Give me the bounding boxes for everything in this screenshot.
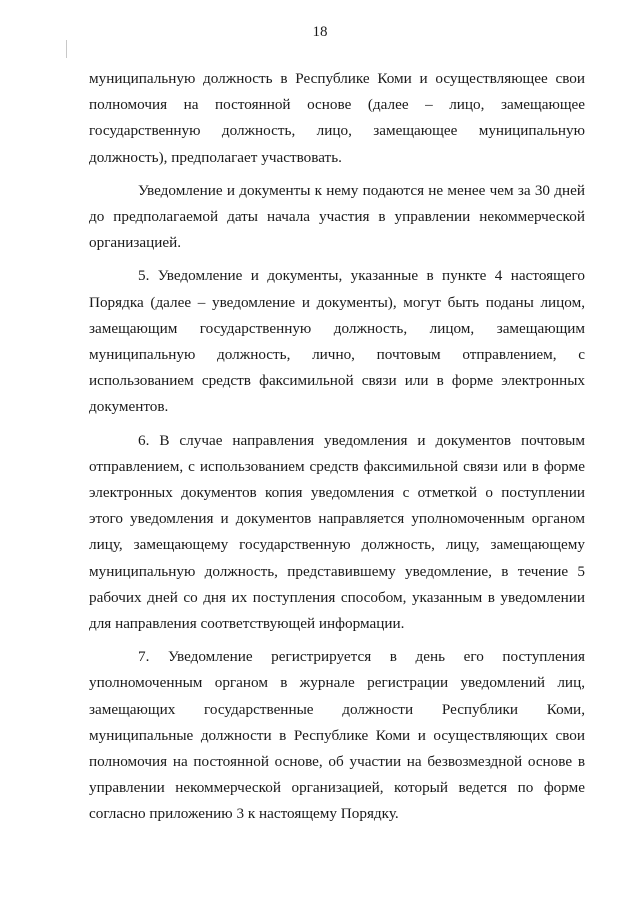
page-number: 18 (312, 24, 328, 40)
scan-mark (66, 40, 67, 58)
paragraph-notice-deadline: Уведомление и документы к нему подаются не менее чем за 30 дней до предполагаемой даты начала участия в управлении некоммерческой организацией. (89, 181, 585, 252)
document-body (89, 66, 585, 835)
paragraph-clause-6: 6. В случае направления уведомления и документов почтовым отправлением, с использованием средств факсимильной связи или в форме электронных документов копия уведомления с отметкой о поступлении этого уведомления и документов направляется уполномоченным органом лицу, замещающему государственную должность, лицу, замещающему муниципальную должность, представившему уведомление, в течение 5 рабочих дней со дня их поступления способом, указанным в уведомлении для направления соответствующей информации. (89, 431, 585, 633)
paragraph-clause-5: 5. Уведомление и документы, указанные в пункте 4 настоящего Порядка (далее – уведомление и документы), могут быть поданы лицом, замещающим государственную должность, лицом, замещающим муниципальную должность, лично, почтовым отправлением, с использованием средств факсимильной связи или в форме электронных документов. (89, 267, 585, 416)
paragraph-continuation: муниципальную должность в Республике Коми и осуществляющее свои полномочия на постоянной основе (далее – лицо, замещающее государственную должность, лицо, замещающее муниципальную должность), предполагает участвовать. (89, 70, 585, 166)
paragraph-clause-7: 7. Уведомление регистрируется в день его поступления уполномоченным органом в журнале регистрации уведомлений лиц, замещающих государственные должности Республики Коми, муниципальные должности в Республике Коми и осуществляющих свои полномочия на постоянной основе, об участии на безвозмездной основе в управлении некоммерческой организацией, который ведется по форме согласно приложению 3 к настоящему Порядку. (89, 648, 585, 823)
